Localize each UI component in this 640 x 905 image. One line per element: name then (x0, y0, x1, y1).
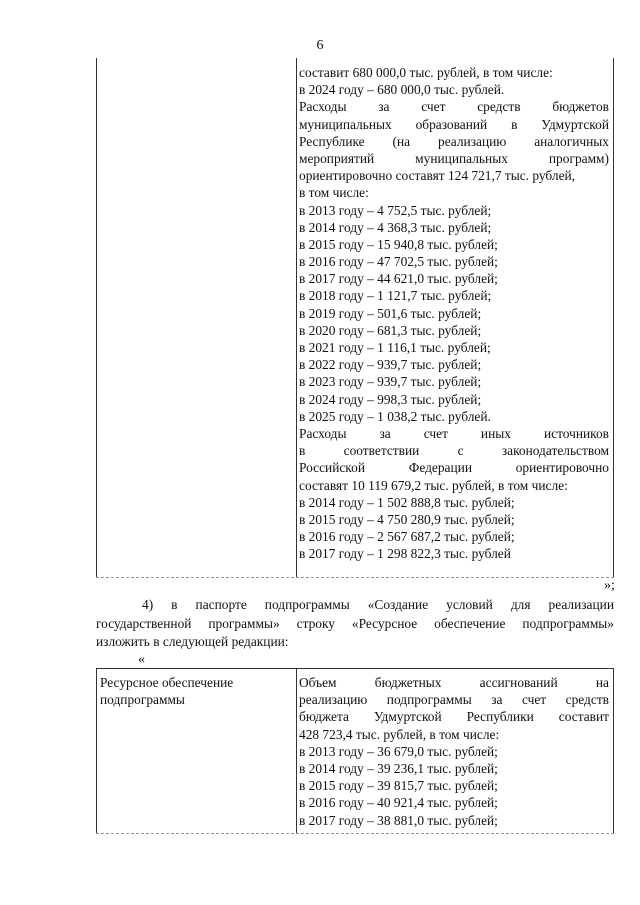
table-border-right (613, 668, 614, 834)
resource-cell-text (299, 64, 609, 562)
cell-line: в 2024 году – 680 000,0 тыс. рублей. (299, 82, 505, 98)
cell-line: в 2017 году – 44 621,0 тыс. рублей; (299, 271, 498, 287)
paragraph-line: изложить в следующей редакции: (96, 634, 289, 649)
cell-line: в 2014 году – 39 236,1 тыс. рублей; (299, 760, 498, 776)
cell-line: составят 10 119 679,2 тыс. рублей, в том числе: (299, 477, 568, 493)
cell-line: в 2018 году – 1 121,7 тыс. рублей; (299, 288, 492, 304)
opening-quote: « (138, 652, 145, 667)
cell-line: в 2014 году – 1 502 888,8 тыс. рублей; (299, 494, 515, 510)
table-border-bottom (96, 833, 614, 834)
paragraph-line: государственной программы» строку «Ресурсное обеспечение подпрограммы» (96, 615, 614, 631)
cell-line: в 2022 году – 939,7 тыс. рублей; (299, 357, 482, 373)
row-label (100, 674, 290, 708)
cell-line: Расходы за счет средств бюджетов (299, 99, 609, 115)
cell-line: в 2015 году – 39 815,7 тыс. рублей; (299, 778, 498, 794)
cell-line: в 2015 году – 15 940,8 тыс. рублей; (299, 236, 498, 252)
cell-line: 428 723,4 тыс. рублей, в том числе: (299, 726, 500, 742)
table-border-right (613, 58, 614, 578)
cell-line: ориентировочно составят 124 721,7 тыс. рублей, (299, 168, 576, 184)
cell-line: в 2019 году – 501,6 тыс. рублей; (299, 305, 482, 321)
cell-line: в 2016 году – 2 567 687,2 тыс. рублей; (299, 529, 515, 545)
cell-line: в 2014 году – 4 368,3 тыс. рублей; (299, 219, 492, 235)
cell-line: Объем бюджетных ассигнований на (299, 675, 609, 690)
table-new-edition (96, 668, 614, 834)
cell-line: составит 680 000,0 тыс. рублей, в том числе: (299, 65, 553, 80)
cell-line: бюджета Удмуртской Республики составит (299, 709, 609, 725)
table-border-left (96, 58, 97, 578)
cell-line: реализацию подпрограммы за счет средств (299, 692, 609, 708)
cell-line: в том числе: (299, 185, 369, 201)
cell-line: в 2024 году – 998,3 тыс. рублей; (299, 391, 482, 407)
row-label-line: Ресурсное обеспечение (100, 675, 234, 690)
cell-line: в 2021 году – 1 116,1 тыс. рублей; (299, 340, 491, 355)
closing-quote: »; (604, 578, 615, 593)
cell-line: Расходы за счет иных источников (299, 425, 609, 441)
table-border-middle (296, 58, 297, 578)
cell-line: в 2016 году – 40 921,4 тыс. рублей; (299, 795, 498, 811)
cell-line: в 2017 году – 1 298 822,3 тыс. рублей (299, 546, 511, 562)
cell-line: Республике (на реализацию аналогичных (299, 133, 609, 149)
table-continued (96, 58, 614, 578)
resource-cell-text (299, 674, 609, 829)
cell-line: мероприятий муниципальных программ) (299, 150, 609, 166)
amendment-paragraph (96, 596, 614, 652)
cell-line: в соответствии с законодательством (299, 443, 609, 459)
cell-line: в 2020 году – 681,3 тыс. рублей; (299, 322, 482, 338)
page-number: 6 (316, 38, 324, 53)
cell-line: в 2013 году – 36 679,0 тыс. рублей; (299, 743, 498, 759)
cell-line: в 2015 году – 4 750 280,9 тыс. рублей; (299, 511, 515, 527)
table-border-bottom (96, 577, 614, 578)
table-border-left (96, 668, 97, 834)
cell-line: в 2016 году – 47 702,5 тыс. рублей; (299, 254, 498, 270)
paragraph-line: 4) в паспорте подпрограммы «Создание условий для реализации (142, 597, 614, 612)
table-border-middle (296, 668, 297, 834)
cell-line: Российской Федерации ориентировочно (299, 460, 609, 476)
cell-line: в 2025 году – 1 038,2 тыс. рублей. (299, 408, 491, 424)
cell-line: в 2017 году – 38 881,0 тыс. рублей; (299, 812, 498, 828)
table-border-top (96, 668, 614, 669)
cell-line: муниципальных образований в Удмуртской (299, 116, 609, 132)
cell-line: в 2013 году – 4 752,5 тыс. рублей; (299, 202, 492, 218)
row-label-line: подпрограммы (100, 692, 185, 708)
cell-line: в 2023 году – 939,7 тыс. рублей; (299, 374, 482, 390)
